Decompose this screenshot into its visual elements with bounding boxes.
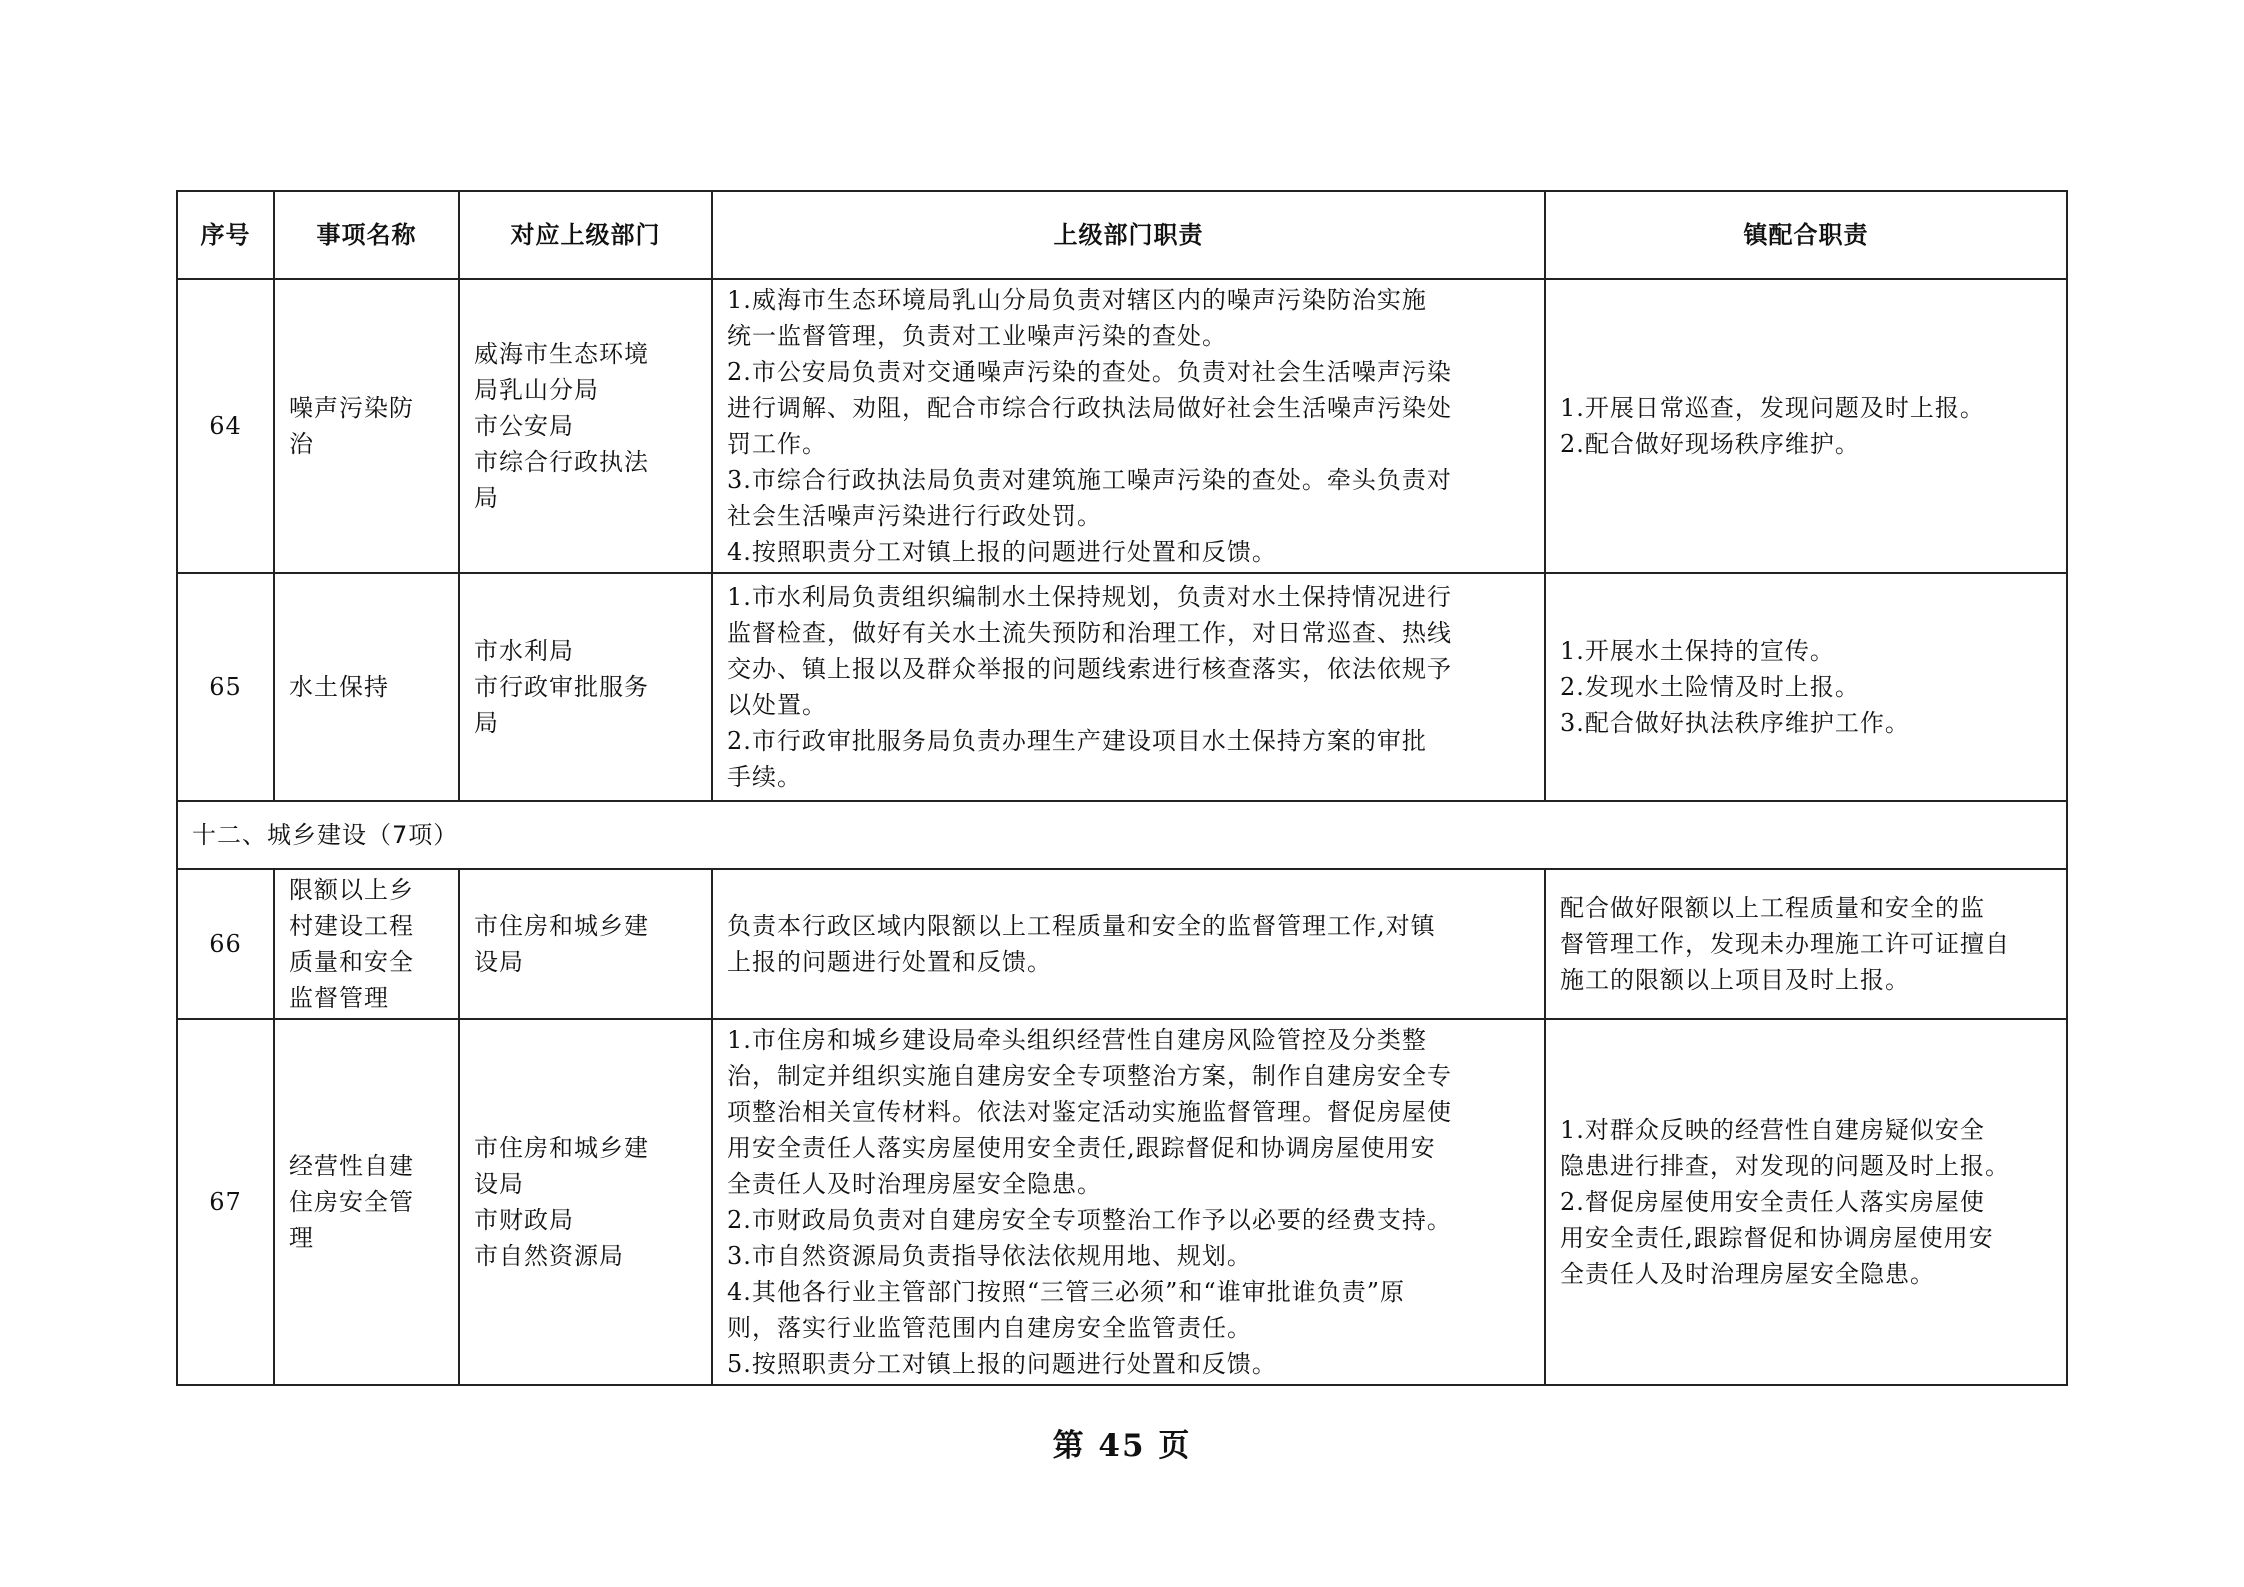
superior-duty-line: 2.市公安局负责对交通噪声污染的查处。负责对社会生活噪声污染 — [727, 358, 1452, 386]
town-duty-line: 2.督促房屋使用安全责任人落实房屋使 — [1560, 1188, 1985, 1216]
table-row — [177, 869, 2067, 1019]
superior-dept-line: 设局 — [474, 1170, 524, 1198]
superior-duty-line: 3.市自然资源局负责指导依法依规用地、规划。 — [727, 1242, 1252, 1270]
town-duty-line: 1.对群众反映的经营性自建房疑似安全 — [1560, 1116, 1985, 1144]
serial-number: 65 — [177, 573, 274, 801]
superior-duty-line: 全责任人及时治理房屋安全隐患。 — [727, 1170, 1102, 1198]
superior-dept-cell — [459, 279, 712, 573]
header-row — [177, 191, 2067, 279]
superior-duty-line: 以处置。 — [727, 691, 827, 719]
superior-dept-line: 市自然资源局 — [474, 1242, 624, 1270]
item-name-cell — [274, 279, 459, 573]
item-name-line: 限额以上乡 — [289, 876, 414, 904]
superior-duty-line: 1.市住房和城乡建设局牵头组织经营性自建房风险管控及分类整 — [727, 1026, 1427, 1054]
superior-dept-line: 市住房和城乡建 — [474, 1134, 649, 1162]
serial-number: 67 — [177, 1019, 274, 1385]
town-duty-line: 全责任人及时治理房屋安全隐患。 — [1560, 1260, 1935, 1288]
town-duty-line: 2.配合做好现场秩序维护。 — [1560, 430, 1860, 458]
superior-duty-line: 3.市综合行政执法局负责对建筑施工噪声污染的查处。牵头负责对 — [727, 466, 1452, 494]
section-heading: 十二、城乡建设（7项） — [177, 801, 2067, 869]
superior-duty-line: 1.威海市生态环境局乳山分局负责对辖区内的噪声污染防治实施 — [727, 286, 1427, 314]
duty-table — [176, 190, 2068, 1386]
item-name-cell — [274, 1019, 459, 1385]
item-name-line: 治 — [289, 430, 314, 458]
superior-duty-line: 社会生活噪声污染进行行政处罚。 — [727, 502, 1102, 530]
superior-duty-line: 则，落实行业监管范围内自建房安全监管责任。 — [727, 1314, 1252, 1342]
superior-duty-line: 上报的问题进行处置和反馈。 — [727, 948, 1052, 976]
superior-dept-line: 市水利局 — [474, 637, 574, 665]
item-name-line: 水土保持 — [289, 673, 389, 701]
town-duty-cell — [1545, 1019, 2067, 1385]
superior-dept-cell — [459, 573, 712, 801]
superior-duty-line: 手续。 — [727, 763, 802, 791]
header-town-duty: 镇配合职责 — [1545, 191, 2067, 279]
header-serial: 序号 — [177, 191, 274, 279]
superior-duty-line: 监督检查，做好有关水土流失预防和治理工作，对日常巡查、热线 — [727, 619, 1452, 647]
superior-duty-line: 罚工作。 — [727, 430, 827, 458]
town-duty-cell — [1545, 869, 2067, 1019]
superior-duty-line: 2.市财政局负责对自建房安全专项整治工作予以必要的经费支持。 — [727, 1206, 1452, 1234]
superior-dept-cell — [459, 869, 712, 1019]
header-superior-duty: 上级部门职责 — [712, 191, 1545, 279]
item-name-line: 监督管理 — [289, 984, 389, 1012]
superior-duty-line: 1.市水利局负责组织编制水土保持规划，负责对水土保持情况进行 — [727, 583, 1452, 611]
superior-duty-line: 负责本行政区域内限额以上工程质量和安全的监督管理工作,对镇 — [727, 912, 1436, 940]
town-duty-cell — [1545, 279, 2067, 573]
superior-duty-line: 项整治相关宣传材料。依法对鉴定活动实施监督管理。督促房屋使 — [727, 1098, 1452, 1126]
superior-duty-line: 交办、镇上报以及群众举报的问题线索进行核查落实，依法依规予 — [727, 655, 1452, 683]
town-duty-line: 2.发现水土险情及时上报。 — [1560, 673, 1860, 701]
superior-duty-line: 用安全责任人落实房屋使用安全责任,跟踪督促和协调房屋使用安 — [727, 1134, 1436, 1162]
item-name-line: 经营性自建 — [289, 1152, 414, 1180]
superior-duty-line: 5.按照职责分工对镇上报的问题进行处置和反馈。 — [727, 1350, 1277, 1378]
table-row — [177, 573, 2067, 801]
superior-duty-cell — [712, 869, 1545, 1019]
item-name-line: 理 — [289, 1224, 314, 1252]
town-duty-line: 配合做好限额以上工程质量和安全的监 — [1560, 894, 1985, 922]
superior-dept-line: 市公安局 — [474, 412, 574, 440]
superior-dept-line: 设局 — [474, 948, 524, 976]
item-name-line: 住房安全管 — [289, 1188, 414, 1216]
town-duty-line: 1.开展日常巡查，发现问题及时上报。 — [1560, 394, 1985, 422]
table-row — [177, 279, 2067, 573]
superior-dept-line: 市财政局 — [474, 1206, 574, 1234]
superior-duty-line: 4.其他各行业主管部门按照“三管三必须”和“谁审批谁负责”原 — [727, 1278, 1405, 1306]
item-name-cell — [274, 573, 459, 801]
superior-duty-line: 2.市行政审批服务局负责办理生产建设项目水土保持方案的审批 — [727, 727, 1427, 755]
town-duty-line: 隐患进行排查，对发现的问题及时上报。 — [1560, 1152, 2010, 1180]
superior-duty-cell — [712, 1019, 1545, 1385]
town-duty-line: 督管理工作，发现未办理施工许可证擅自 — [1560, 930, 2010, 958]
superior-dept-line: 市住房和城乡建 — [474, 912, 649, 940]
town-duty-line: 用安全责任,跟踪督促和协调房屋使用安 — [1560, 1224, 1994, 1252]
town-duty-cell — [1545, 573, 2067, 801]
table-row — [177, 1019, 2067, 1385]
superior-duty-line: 4.按照职责分工对镇上报的问题进行处置和反馈。 — [727, 538, 1277, 566]
item-name-cell — [274, 869, 459, 1019]
superior-duty-line: 统一监督管理，负责对工业噪声污染的查处。 — [727, 322, 1227, 350]
page-number: 第 45 页 — [1052, 1428, 1192, 1464]
item-name-line: 村建设工程 — [289, 912, 414, 940]
section-heading-row — [177, 801, 2067, 869]
item-name-line: 质量和安全 — [289, 948, 414, 976]
superior-dept-line: 市综合行政执法 — [474, 448, 649, 476]
superior-dept-cell — [459, 1019, 712, 1385]
header-superior-dept: 对应上级部门 — [459, 191, 712, 279]
town-duty-line: 1.开展水土保持的宣传。 — [1560, 637, 1835, 665]
serial-number: 66 — [177, 869, 274, 1019]
superior-duty-cell — [712, 573, 1545, 801]
superior-duty-cell — [712, 279, 1545, 573]
header-item-name: 事项名称 — [274, 191, 459, 279]
town-duty-line: 3.配合做好执法秩序维护工作。 — [1560, 709, 1910, 737]
superior-duty-line: 进行调解、劝阻，配合市综合行政执法局做好社会生活噪声污染处 — [727, 394, 1452, 422]
serial-number: 64 — [177, 279, 274, 573]
superior-dept-line: 市行政审批服务 — [474, 673, 649, 701]
superior-dept-line: 局 — [474, 484, 499, 512]
item-name-line: 噪声污染防 — [289, 394, 414, 422]
table-body — [177, 279, 2067, 1385]
superior-dept-line: 局乳山分局 — [474, 376, 599, 404]
superior-duty-line: 治，制定并组织实施自建房安全专项整治方案，制作自建房安全专 — [727, 1062, 1452, 1090]
superior-dept-line: 威海市生态环境 — [474, 340, 649, 368]
superior-dept-line: 局 — [474, 709, 499, 737]
town-duty-line: 施工的限额以上项目及时上报。 — [1560, 966, 1910, 994]
